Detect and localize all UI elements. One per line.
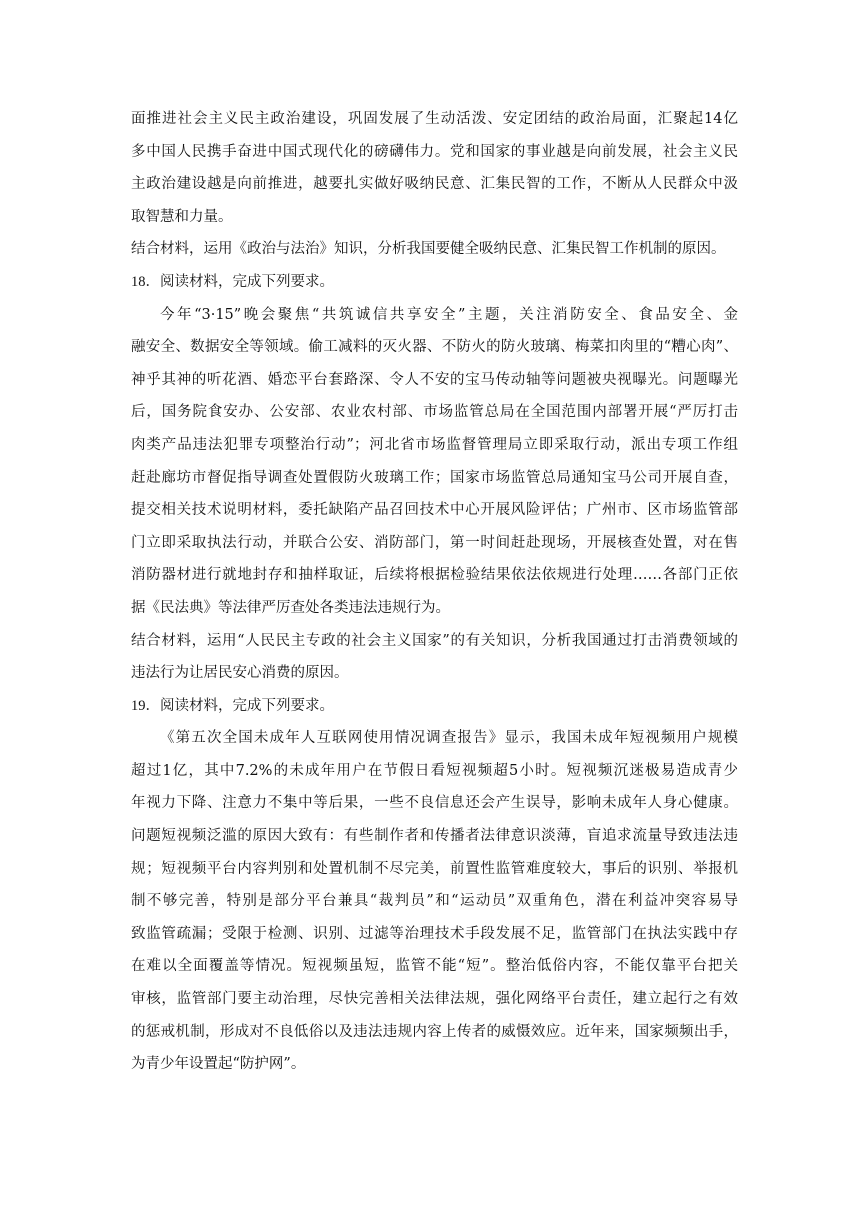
q18-heading: 18．阅读材料，完成下列要求。 (131, 273, 334, 290)
paragraph-line: 今年“3·15”晚会聚焦“共筑诚信共享安全”主题，关注消防安全、食品安全、金 (160, 306, 738, 323)
q18-material (131, 299, 738, 625)
paragraph-line: 违法行为让居民安心消费的原因。 (131, 665, 349, 682)
paragraph-line: 规；短视频平台内容判别和处置机制不尽完美，前置性监管难度较大，事后的识别、举报机 (131, 860, 738, 877)
q19-heading: 19．阅读材料，完成下列要求。 (131, 697, 334, 714)
paragraph-line: 据《民法典》等法律严厉查处各类违法违规行为。 (131, 599, 450, 616)
q19-material (131, 722, 738, 1081)
q17-material-continued (131, 103, 738, 233)
paragraph-line: 多中国人民携手奋进中国式现代化的磅礴伟力。党和国家的事业越是向前发展，社会主义民 (131, 143, 738, 160)
paragraph-line: 赶赴廊坊市督促指导调查处置假防火玻璃工作；国家市场监管总局通知宝马公司开展自查， (131, 469, 738, 486)
paragraph-line: 融安全、数据安全等领域。偷工减料的灭火器、不防火的防火玻璃、梅菜扣肉里的“糟心肉”、 (131, 339, 738, 356)
paragraph-line: 在难以全面覆盖等情况。短视频虽短，监管不能“短”。整治低俗内容，不能仅靠平台把关 (131, 958, 738, 975)
paragraph-line: 致监管疏漏；受限于检测、识别、过滤等治理技术手段发展不足，监管部门在执法实践中存 (131, 925, 738, 942)
document-body (131, 103, 738, 1081)
paragraph-line: 取智慧和力量。 (131, 208, 233, 225)
paragraph-line: 《第五次全国未成年人互联网使用情况调查报告》显示，我国未成年短视频用户规模 (160, 730, 738, 747)
paragraph-line: 的惩戒机制，形成对不良低俗以及违法违规内容上传者的威慑效应。近年来，国家频频出手， (131, 1023, 738, 1040)
paragraph-line: 结合材料，运用“人民民主专政的社会主义国家”的有关知识，分析我国通过打击消费领域的 (131, 632, 738, 649)
paragraph-line: 为青少年设置起“防护网”。 (131, 1056, 306, 1073)
paragraph-line: 后，国务院食安办、公安部、农业农村部、市场监管总局在全国范围内部署开展“严厉打击 (131, 404, 738, 421)
paragraph-line: 消防器材进行就地封存和抽样取证，后续将根据检验结果依法依规进行处理……各部门正依 (131, 567, 738, 584)
paragraph-line: 问题短视频泛滥的原因大致有：有些制作者和传播者法律意识淡薄，盲追求流量导致违法违 (131, 828, 738, 845)
paragraph-line: 制不够完善，特别是部分平台兼具“裁判员”和“运动员”双重角色，潜在利益冲突容易导 (131, 893, 738, 910)
q17-task: 结合材料，运用《政治与法治》知识，分析我国要健全吸纳民意、汇集民智工作机制的原因。 (131, 241, 726, 258)
paragraph-line: 神乎其神的听花酒、婚恋平台套路深、令人不安的宝马传动轴等问题被央视曝光。问题曝光 (131, 371, 738, 388)
paragraph-line: 超过1亿，其中7.2%的未成年用户在节假日看短视频超5小时。短视频沉迷极易造成青少 (131, 762, 738, 779)
paragraph-line: 审核，监管部门要主动治理，尽快完善相关法律法规，强化网络平台责任，建立起行之有效 (131, 991, 738, 1008)
paragraph-line: 门立即采取执法行动，并联合公安、消防部门，第一时间赶赴现场，开展核查处置，对在售 (131, 534, 738, 551)
paragraph-line: 肉类产品违法犯罪专项整治行动”；河北省市场监督管理局立即采取行动，派出专项工作组 (131, 436, 738, 453)
paragraph-line: 提交相关技术说明材料，委托缺陷产品召回技术中心开展风险评估；广州市、区市场监管部 (131, 502, 738, 519)
q18-task (131, 625, 738, 690)
paragraph-line: 面推进社会主义民主政治建设，巩固发展了生动活泼、安定团结的政治局面，汇聚起14亿 (131, 111, 738, 127)
paragraph-line: 主政治建设越是向前推进，越要扎实做好吸纳民意、汇集民智的工作，不断从人民群众中汲 (131, 176, 738, 193)
paragraph-line: 年视力下降、注意力不集中等后果，一些不良信息还会产生误导，影响未成年人身心健康。 (131, 795, 738, 812)
